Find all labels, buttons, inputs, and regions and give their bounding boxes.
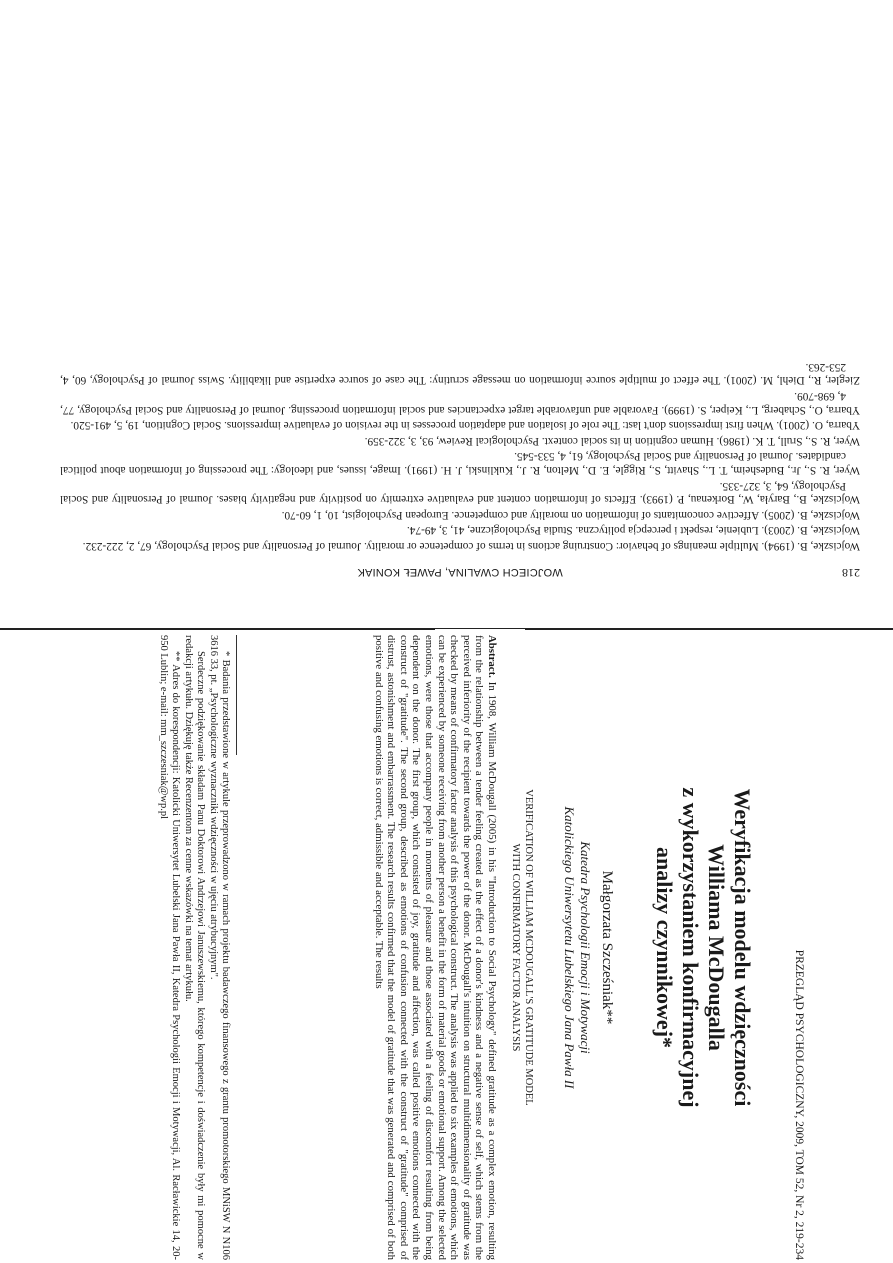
article-title-line: z wykorzystaniem konfirmacyjnej <box>678 787 703 1108</box>
abstract <box>372 635 498 1260</box>
author-affiliation: Katolickiego Uniwersytetu Lubelskiego Jana Pawła II <box>562 806 577 1089</box>
article-title-line: Williama McDougalla <box>704 844 729 1051</box>
footnote: Serdeczne podziękowanie składam Panu Doktorowi Andrzejowi Januszewskiemu, którego kompetencje i doświadczenie były mi pomocne w redakcji artykułu. Dziękuję także Recenzentom za cenne wskazówki na temat artykułu. <box>182 635 207 1260</box>
reference-item: Ybarra, O. (2001). When first impressions don't last: The role of isolation and adaptation processes in the revision of evaluative impressions. Social Cognition, 19, 5, 491-520. <box>70 419 860 432</box>
english-title-line: WITH CONFIRMATORY FACTOR ANALYSIS <box>510 843 521 1052</box>
page-number: 218 <box>842 566 860 580</box>
reference-list <box>60 357 860 552</box>
article-title-line: Weryfikacja modelu wdzięczności <box>730 788 755 1107</box>
reference-item: Ziegler, R., Diehl, M. (2001). The effect of multiple source information on message scrutiny: The case of source expertise and likability. Swiss Journal of Psychology, 60, 4, 253-263. <box>60 360 860 387</box>
author-name: Małgorzata Szcześniak** <box>599 870 615 1025</box>
reference-item: Ybarra, O., Schaberg, L., Keiper, S. (1999). Favorable and unfavorable target expectancies and social information processing. Journal of Personality and Social Psychology, 77, 4, 698-709. <box>60 390 860 416</box>
author-affiliation: Katedra Psychologii Emocji i Motywacji <box>578 841 593 1054</box>
reference-item: Wyer, R. S., Srull, T. K. (1986). Human cognition in its social context. Psychological Review, 93, 3, 322-359. <box>364 434 860 447</box>
left-page-header <box>60 558 860 580</box>
reference-item: Wojciszke, B. (2005). Affective concomitants of information on morality and competence. European Psychologist, 10, 1, 60-70. <box>281 508 860 521</box>
reference-item: Wojciszke, B. (2003). Lubienie, respekt i percepcja polityczna. Studia Psychologiczne, 41, 3, 49-74. <box>406 524 860 537</box>
article-title <box>651 635 755 1260</box>
english-title <box>509 635 535 1260</box>
reference-item: Wyer, R. S., Jr., Budesheim, T. L., Shavitt, S., Riggle, E. D., Melton, R. J., Kuklinski, J. H. (1991). Image, issues, and ideology: The processing of information about political candidates. Journal of Personality and Social Psychology, 61, 4, 533-545. <box>60 450 860 477</box>
journal-header: PRZEGLĄD PSYCHOLOGICZNY, 2009, TOM 52, Nr 2, 219-234 <box>793 949 805 1260</box>
reference-item: Wojciszke, B. (1994). Multiple meanings of behavior: Construing actions in terms of competence or morality. Journal of Personality and Social Psychology, 67, 2, 222-232. <box>82 540 860 552</box>
reference-item: Wojciszke, B., Baryła, W., Borkenau, P. (1993). Effects of information content and evaluative extremity on positivity and negativity biases. Journal of Personality and Social Psychology, 64, 3, 327-335. <box>60 479 860 506</box>
abstract-text: In 1908, William McDougall (2005) in his "Introduction to Social Psychology" defined gratitude as a complex emotion, resulting from the relationship between a tender feeling created as the effect of a donor's kindness and a negative sense of self, which stems from the perceived inferiority of the recipient towards the power of the donor. McDougall's intuition on structural multidimensionality of gratitude was checked by means of confirmatory factor analysis of this psychological construct. The analysis was applied to six examples of emotions, which can be experienced by someone receiving from another person a benefit in the form of material goods or emotional support. Among the selected emotions, were those that accompany people in moments of pleasure and those associated with a feeling of discomfort resulting from being dependent on the donor. The first group, which consisted of joy, gratitude and affection, was called positive emotions connected with the construct of "gratitude". The second group, described as emotions of confusion connected with the construct of "gratitude" comprised of distrust, astonishment and embarrassment. The research results confirmed that the model of gratitude that was generated and comprised of both positive and confusing emotions is correct, admissible and acceptable. The results <box>372 635 498 1260</box>
footnote: ** Adres do korespondencji: Katolicki Uniwersytet Lubelski Jana Pawła II, Katedra Psychologii Emocji i Motywacji, Al. Racławickie 14, 20-950 Lublin; e-mail: mm_szczesniak@wp.pl <box>157 635 182 1260</box>
abstract-label: Abstract. <box>486 635 498 678</box>
footnote-separator <box>236 635 237 755</box>
english-title-line: VERIFICATION OF WILLIAM MCDOUGALL'S GRATITUDE MODEL <box>523 789 534 1106</box>
running-header: WOJCIECH CWALINA, PAWEŁ KONIAK <box>357 566 563 578</box>
footnote: * Badania przedstawione w artykule przeprowadzono w ramach projektu badawczego finansowego z grantu promotorskiego MNiSW N N106 3616 33, pt. „Psychologiczne wyznaczniki wdzięczności w ujęciu atrybucyjnym". <box>207 635 231 1260</box>
page-divider-gap <box>435 629 525 632</box>
footnotes <box>157 635 231 1260</box>
left-page <box>60 60 860 580</box>
article-title-line: analizy czynnikowej* <box>652 846 677 1049</box>
right-page <box>90 635 805 1260</box>
